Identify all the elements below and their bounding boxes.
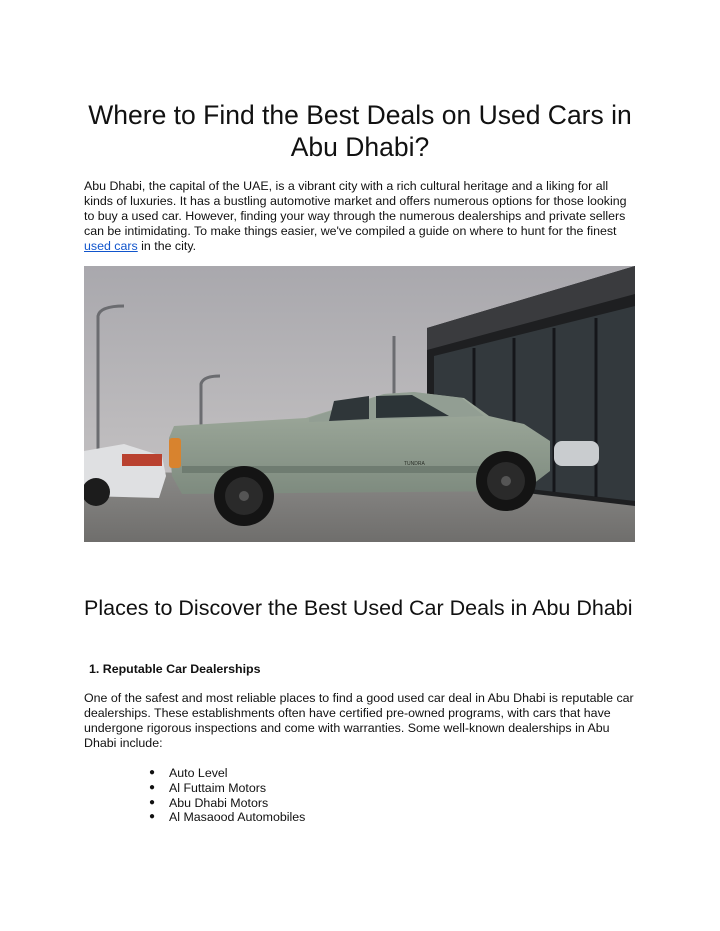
truck-photo <box>84 266 635 542</box>
list-item-text: Al Futtaim Motors <box>169 780 267 795</box>
list-item-text: Al Masaood Automobiles <box>169 810 306 825</box>
list-item <box>149 796 305 811</box>
rear-wheel <box>214 466 274 526</box>
list-item-text: Auto Level <box>169 766 228 780</box>
dealership-list <box>149 766 305 825</box>
bullet-icon: ● <box>149 767 156 778</box>
section-heading: Places to Discover the Best Used Car Deals in Abu Dhabi <box>84 596 633 620</box>
front-wheel <box>476 451 536 511</box>
bullet-icon: ● <box>149 781 156 793</box>
used-cars-link[interactable]: used cars <box>84 239 138 253</box>
intro-text: Abu Dhabi, the capital of the UAE, is a vibrant city with a rich cultural heritage and a liking for all kinds of luxuries. It has a bustling automotive market and offers numerous options for those looking to buy a used car. However, finding your way through the numerous dealerships and private sellers can be intimidating. To make things easier, we've compiled a guide on where to hunt for the finest <box>84 179 627 238</box>
list-item-text: Abu Dhabi Motors <box>169 795 269 810</box>
bullet-icon: ● <box>149 811 156 823</box>
intro-paragraph <box>84 179 640 254</box>
page-title: Where to Find the Best Deals on Used Cars in Abu Dhabi? <box>88 100 632 162</box>
list-item <box>149 766 305 781</box>
dealerships-paragraph: One of the safest and most reliable places to find a good used car deal in Abu Dhabi is reputable car dealerships. These establishments often have certified pre-owned programs, with cars that have undergone rigorous inspections and come with warranties. Some well-known dealerships in Abu Dhabi include: <box>84 691 634 750</box>
subsection-heading: 1. Reputable Car Dealerships <box>89 662 261 676</box>
truck-badge: TUNDRA <box>404 461 425 467</box>
intro-text-end: in the city. <box>137 239 197 253</box>
bullet-icon: ● <box>149 796 156 808</box>
list-item <box>149 810 305 825</box>
list-item <box>149 781 305 796</box>
